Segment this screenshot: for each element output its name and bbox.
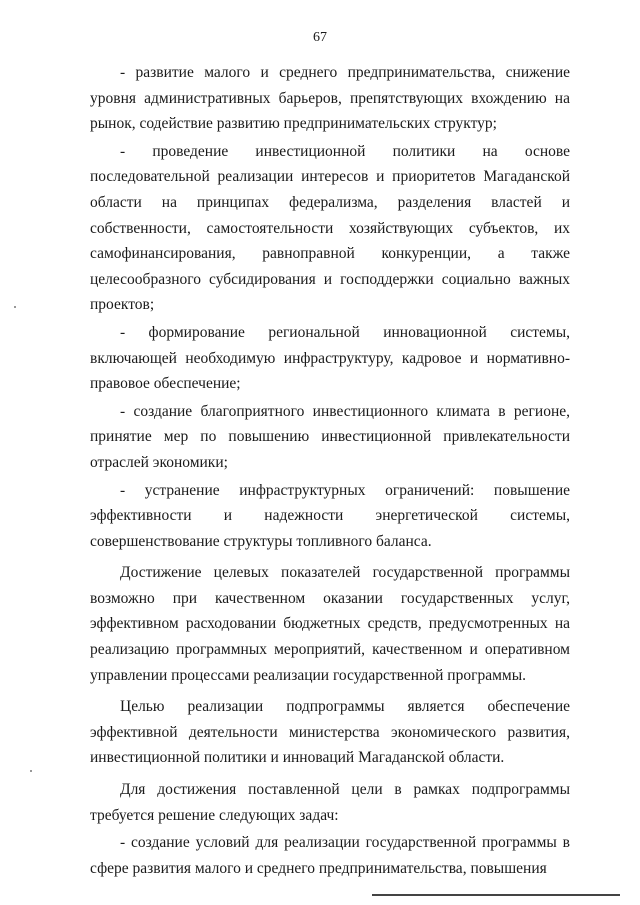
scan-speck [14,306,16,308]
paragraph-9: - создание условий для реализации государственной программы в сфере развития малого и среднего предпринимательства, повышения [90,834,570,877]
scan-speck [30,770,32,772]
page-number: 67 [313,30,327,45]
document-body [90,60,570,883]
scan-edge-line [372,894,620,896]
paragraph-1: - развитие малого и среднего предпринимательства, снижение уровня административных барьеров, препятствующих вхождению на рынок, содействие развитию предпринимательских структур; [90,64,570,133]
paragraph-4: - создание благоприятного инвестиционного климата в регионе, принятие мер по повышению инвестиционной привлекательности отраслей экономики; [90,402,570,471]
paragraph-6: Достижение целевых показателей государственной программы возможно при качественном оказании государственных услуг, эффективном расходовании бюджетных средств, предусмотренных на реализацию программных мероприятий, качественном и оперативном управлении процессами реализации государственной программы. [90,564,570,684]
paragraph-8: Для достижения поставленной цели в рамках подпрограммы требуется решение следующих задач: [90,781,570,824]
paragraph-3: - формирование региональной инновационной системы, включающей необходимую инфраструктуру, кадровое и нормативно-правовое обеспечение; [90,323,570,393]
paragraph-5: - устранение инфраструктурных ограничений: повышение эффективности и надежности энергетической системы, совершенствование структуры топливного баланса. [90,481,570,550]
paragraph-2: - проведение инвестиционной политики на основе последовательной реализации интересов и приоритетов Магаданской области на принципах федерализма, разделения властей и собственности, самостоятельности хозяйствующих субъектов, их самофинансирования, равноправной конкуренции, а также целесообразного субсидирования и господдержки социально важных проектов; [90,142,570,314]
paragraph-7: Целью реализации подпрограммы является обеспечение эффективной деятельности министерства экономического развития, инвестиционной политики и инноваций Магаданской области. [90,698,570,767]
